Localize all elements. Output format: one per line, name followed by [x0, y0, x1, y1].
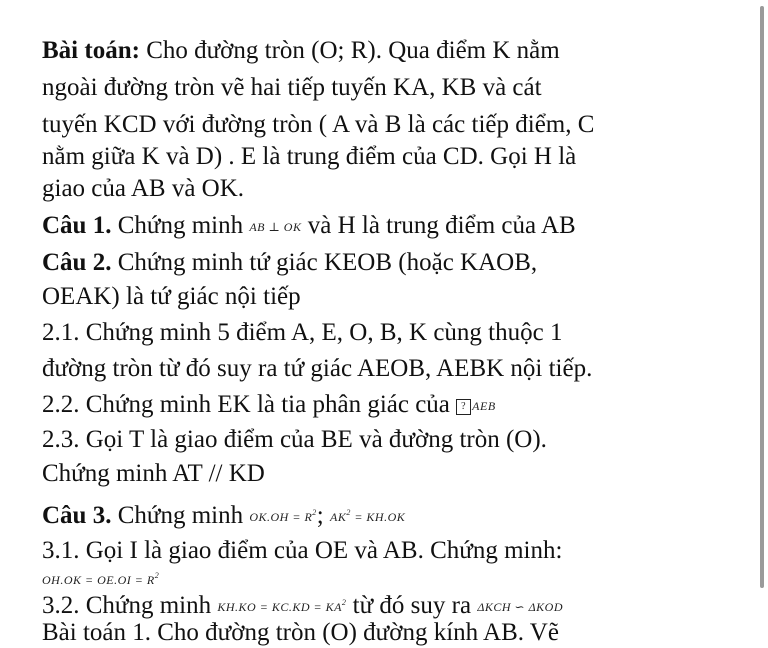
line-text: 2.2. Chứng minh EK là tia phân giác của	[42, 391, 457, 418]
math-expression: AB ⊥ OK	[249, 220, 302, 234]
subquestion-2-1	[42, 318, 562, 348]
math-text: AK	[329, 510, 347, 524]
missing-glyph-box: ?	[456, 399, 471, 415]
subquestion-2-3-cont	[42, 459, 265, 489]
exponent: 2	[341, 598, 347, 607]
problem-intro-line-3	[42, 110, 594, 140]
math-expression-1	[249, 510, 316, 524]
math-expression-2	[330, 510, 405, 524]
line-text: Cho đường tròn (O; R). Qua điểm K nằm	[139, 37, 560, 64]
line-text: Chứng minh	[111, 212, 250, 239]
vertical-scrollbar[interactable]	[760, 6, 764, 588]
question-label: Câu 3.	[42, 502, 112, 529]
math-expression	[42, 573, 159, 587]
line-text: Chứng minh AT // KD	[42, 460, 265, 487]
line-text: Chứng minh tứ giác KEOB (hoặc KAOB,	[111, 249, 538, 276]
question-2	[42, 248, 537, 278]
line-text: Chứng minh	[111, 502, 250, 529]
subquestion-2-3	[42, 425, 547, 455]
subquestion-2-1-cont	[42, 354, 592, 384]
problem-intro-line-4	[42, 142, 576, 172]
question-3	[42, 498, 405, 532]
line-text: 2.1. Chứng minh 5 điểm A, E, O, B, K cùng thuộc 1	[42, 319, 563, 346]
math-text: OH.OK = OE.OI = R	[42, 573, 155, 587]
math-text: KH.KO = KC.KD = KA	[217, 600, 342, 614]
separator: ;	[316, 502, 330, 529]
line-text: tuyến KCD với đường tròn ( A và B là các tiếp điểm, C	[42, 111, 595, 138]
line-text: 3.2. Chứng minh	[42, 592, 218, 619]
angle-expression	[456, 399, 496, 413]
exponent: 2	[312, 508, 317, 517]
line-text: 2.3. Gọi T là giao điểm của BE và đường tròn (O).	[42, 426, 547, 453]
question-2-cont	[42, 282, 301, 312]
problem-heading: Bài toán:	[42, 37, 140, 64]
subquestion-3-1	[42, 536, 562, 566]
math-text: OK.OH = R	[249, 510, 313, 524]
line-text: và H là trung điểm của AB	[301, 212, 576, 239]
line-text: Bài toán 1. Cho đường tròn (O) đường kính AB. Vẽ	[42, 619, 559, 646]
problem-intro-line-2	[42, 73, 542, 103]
math-text: = KH.OK	[350, 510, 406, 524]
line-text: 3.1. Gọi I là giao điểm của OE và AB. Chứng minh:	[42, 537, 563, 564]
line-text: từ đó suy ra	[346, 592, 478, 619]
question-1	[42, 211, 576, 242]
angle-name: AEB	[472, 399, 496, 413]
exponent: 2	[346, 508, 351, 517]
question-label: Câu 1.	[42, 212, 112, 239]
subquestion-2-2	[42, 390, 496, 421]
question-label: Câu 2.	[42, 249, 112, 276]
line-text: giao của AB và OK.	[42, 175, 245, 202]
math-expression-2: ΔKCH ∽ ΔKOD	[477, 600, 563, 614]
line-text: ngoài đường tròn vẽ hai tiếp tuyến KA, KB và cát	[42, 74, 542, 101]
problem-intro-line-1	[42, 36, 560, 66]
line-text: đường tròn từ đó suy ra tứ giác AEOB, AEBK nội tiếp.	[42, 355, 593, 382]
cut-off-next-problem	[42, 618, 559, 648]
problem-intro-line-5	[42, 174, 244, 204]
subquestion-3-2	[42, 588, 563, 622]
line-text: OEAK) là tứ giác nội tiếp	[42, 283, 301, 310]
exponent: 2	[154, 571, 160, 580]
line-text: nằm giữa K và D) . E là trung điểm của CD. Gọi H là	[42, 143, 577, 170]
math-expression	[217, 600, 346, 614]
